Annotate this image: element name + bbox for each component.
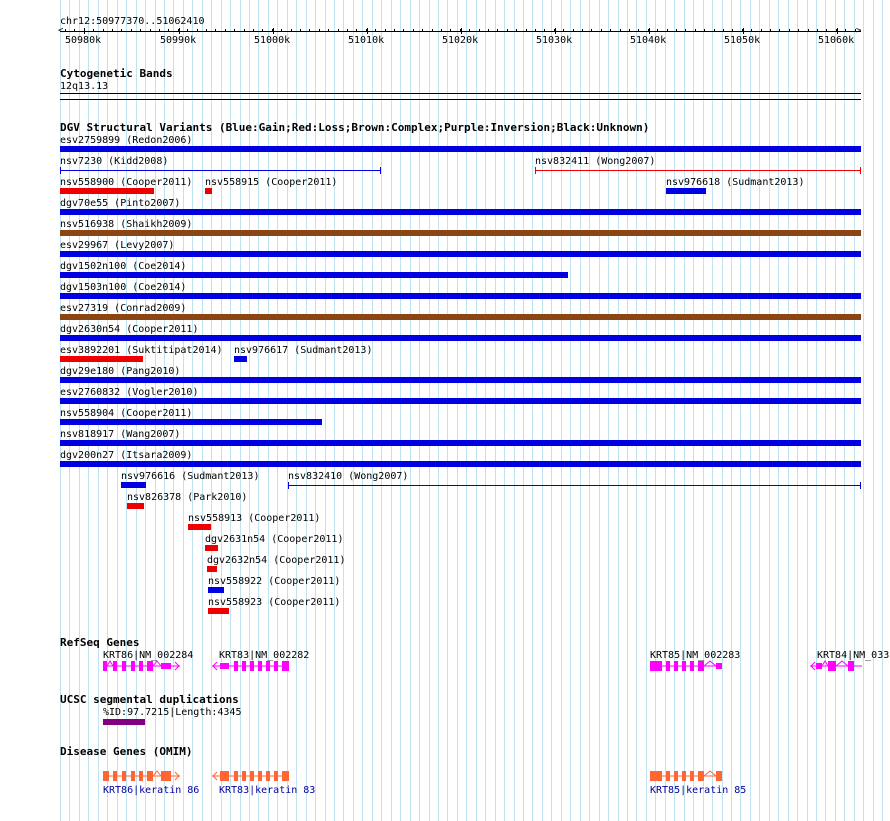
- grid-line: [873, 0, 874, 821]
- refseq-track-title: RefSeq Genes: [60, 636, 140, 649]
- ruler-minor-tick: [685, 29, 686, 32]
- ruler-minor-tick: [667, 29, 668, 32]
- ruler-minor-tick: [563, 29, 564, 32]
- dgv-feature-label[interactable]: nsv558923 (Cooper2011): [208, 597, 341, 608]
- dgv-feature-label[interactable]: dgv200n27 (Itsara2009): [60, 450, 193, 461]
- grid-line: [788, 0, 789, 821]
- dgv-feature-bar[interactable]: [60, 251, 861, 257]
- dgv-feature-bar[interactable]: [188, 524, 211, 530]
- grid-line: [684, 0, 685, 821]
- ruler-minor-tick: [272, 29, 273, 32]
- ruler-tick: [367, 28, 368, 34]
- grid-line: [703, 0, 704, 821]
- ruler-minor-tick: [197, 29, 198, 32]
- ruler-minor-tick: [845, 29, 846, 32]
- ruler-minor-tick: [394, 29, 395, 32]
- dgv-feature-label[interactable]: nsv516938 (Shaikh2009): [60, 219, 193, 230]
- ruler-minor-tick: [422, 29, 423, 32]
- ruler-minor-tick: [150, 29, 151, 32]
- position-label: chr12:50977370..51062410: [60, 16, 205, 27]
- cytoband-bar-bottom: [60, 99, 861, 100]
- ruler-tick: [837, 28, 838, 34]
- ruler-minor-tick: [385, 29, 386, 32]
- ruler-minor-tick: [535, 29, 536, 32]
- ruler-minor-tick: [93, 29, 94, 32]
- ruler-minor-tick: [74, 29, 75, 32]
- ruler-tick: [649, 28, 650, 34]
- dgv-feature-bar[interactable]: [60, 209, 861, 215]
- segdup-label[interactable]: %ID:97.7215|Length:4345: [103, 707, 242, 718]
- ruler-minor-tick: [648, 29, 649, 32]
- ruler-minor-tick: [742, 29, 743, 32]
- segdups-track-title: UCSC segmental duplications: [60, 693, 239, 706]
- ruler-minor-tick: [253, 29, 254, 32]
- ruler-minor-tick: [695, 29, 696, 32]
- dgv-feature-bar[interactable]: [60, 440, 861, 446]
- ruler-minor-tick: [338, 29, 339, 32]
- ruler-minor-tick: [441, 29, 442, 32]
- ruler-tick-label: 51050k: [724, 35, 761, 46]
- ruler-minor-tick: [629, 29, 630, 32]
- grid-line: [844, 0, 845, 821]
- dgv-feature-bar[interactable]: [535, 170, 861, 171]
- ruler-minor-tick: [488, 29, 489, 32]
- refseq-gene-model[interactable]: [650, 660, 722, 672]
- grid-line: [674, 0, 675, 821]
- ruler-minor-tick: [507, 29, 508, 32]
- dgv-feature-bar[interactable]: [205, 545, 218, 551]
- ruler-minor-tick: [319, 29, 320, 32]
- ruler-minor-tick: [356, 29, 357, 32]
- ruler-minor-tick: [206, 29, 207, 32]
- ruler-minor-tick: [309, 29, 310, 32]
- omim-gene-label[interactable]: KRT86|keratin 86: [103, 785, 200, 796]
- dgv-feature-label[interactable]: dgv2632n54 (Cooper2011): [207, 555, 346, 566]
- omim-gene-model[interactable]: [650, 770, 722, 782]
- cytoband-label: 12q13.13: [60, 81, 109, 92]
- ruler-minor-tick: [262, 29, 263, 32]
- ruler-tick: [273, 28, 274, 34]
- dgv-feature-bar[interactable]: [60, 314, 861, 320]
- dgv-feature-label[interactable]: nsv832411 (Wong2007): [535, 156, 656, 167]
- ruler-minor-tick: [168, 29, 169, 32]
- grid-line: [665, 0, 666, 821]
- ruler-minor-tick: [638, 29, 639, 32]
- ruler-minor-tick: [281, 29, 282, 32]
- dgv-feature-endcap: [860, 167, 861, 174]
- dgv-feature-endcap: [535, 167, 536, 174]
- ruler-tick: [743, 28, 744, 34]
- ruler-minor-tick: [328, 29, 329, 32]
- dgv-feature-bar[interactable]: [207, 566, 217, 572]
- dgv-feature-bar[interactable]: [208, 587, 224, 593]
- ruler-minor-tick: [65, 29, 66, 32]
- ruler-minor-tick: [432, 29, 433, 32]
- dgv-feature-label[interactable]: dgv2630n54 (Cooper2011): [60, 324, 199, 335]
- dgv-feature-endcap: [60, 167, 61, 174]
- grid-line: [882, 0, 883, 821]
- ruler-minor-tick: [808, 29, 809, 32]
- cytoband-track-title: Cytogenetic Bands: [60, 67, 173, 80]
- grid-line: [740, 0, 741, 821]
- dgv-feature-label[interactable]: dgv2631n54 (Cooper2011): [205, 534, 344, 545]
- dgv-feature-bar[interactable]: [60, 335, 861, 341]
- grid-line: [712, 0, 713, 821]
- dgv-feature-bar[interactable]: [60, 272, 568, 278]
- grid-line: [854, 0, 855, 821]
- ruler-minor-tick: [225, 29, 226, 32]
- ruler-tick: [555, 28, 556, 34]
- ruler-minor-tick: [704, 29, 705, 32]
- ruler-minor-tick: [723, 29, 724, 32]
- omim-gene-model[interactable]: [103, 770, 180, 782]
- ruler-minor-tick: [657, 29, 658, 32]
- dgv-feature-label[interactable]: nsv976618 (Sudmant2013): [666, 177, 805, 188]
- ruler-minor-tick: [300, 29, 301, 32]
- ruler-minor-tick: [121, 29, 122, 32]
- dgv-feature-label[interactable]: dgv29e180 (Pang2010): [60, 366, 181, 377]
- dgv-feature-label[interactable]: esv3892201 (Suktitipat2014): [60, 345, 223, 356]
- grid-line: [731, 0, 732, 821]
- grid-line: [778, 0, 779, 821]
- ruler-minor-tick: [836, 29, 837, 32]
- ruler-minor-tick: [751, 29, 752, 32]
- grid-line: [655, 0, 656, 821]
- ruler-tick: [461, 28, 462, 34]
- dgv-feature-endcap: [860, 482, 861, 489]
- grid-line: [693, 0, 694, 821]
- omim-gene-label[interactable]: KRT83|keratin 83: [219, 785, 316, 796]
- omim-track-title: Disease Genes (OMIM): [60, 745, 193, 758]
- refseq-gene-label[interactable]: KRT85|NM_002283: [650, 650, 741, 661]
- dgv-feature-endcap: [288, 482, 289, 489]
- dgv-feature-bar[interactable]: [60, 461, 861, 467]
- ruler-tick-label: 50980k: [65, 35, 102, 46]
- dgv-feature-bar[interactable]: [60, 146, 861, 152]
- ruler-minor-tick: [112, 29, 113, 32]
- ruler-minor-tick: [460, 29, 461, 32]
- grid-line: [750, 0, 751, 821]
- ruler-minor-tick: [761, 29, 762, 32]
- ruler-minor-tick: [855, 29, 856, 32]
- grid-line: [797, 0, 798, 821]
- ruler-minor-tick: [573, 29, 574, 32]
- dgv-feature-bar[interactable]: [60, 398, 861, 404]
- dgv-feature-bar[interactable]: [60, 419, 322, 425]
- ruler-minor-tick: [817, 29, 818, 32]
- ruler-minor-tick: [375, 29, 376, 32]
- ruler-minor-tick: [450, 29, 451, 32]
- refseq-gene-label[interactable]: KRT84|NM_033: [817, 650, 890, 661]
- ruler-minor-tick: [610, 29, 611, 32]
- dgv-feature-label[interactable]: nsv558904 (Cooper2011): [60, 408, 193, 419]
- ruler-minor-tick: [676, 29, 677, 32]
- dgv-track-title: DGV Structural Variants (Blue:Gain;Red:Loss;Brown:Complex;Purple:Inversion;Black:Unknown): [60, 121, 650, 134]
- ruler-tick: [179, 28, 180, 34]
- ruler-tick-label: 51000k: [254, 35, 291, 46]
- grid-line: [722, 0, 723, 821]
- ruler-minor-tick: [178, 29, 179, 32]
- dgv-feature-bar[interactable]: [127, 503, 144, 509]
- ruler-minor-tick: [779, 29, 780, 32]
- ruler-minor-tick: [103, 29, 104, 32]
- ruler-tick-label: 51030k: [536, 35, 573, 46]
- ruler-minor-tick: [413, 29, 414, 32]
- ruler-minor-tick: [554, 29, 555, 32]
- ruler-minor-tick: [187, 29, 188, 32]
- dgv-feature-label[interactable]: nsv832410 (Wong2007): [288, 471, 409, 482]
- omim-gene-label[interactable]: KRT85|keratin 85: [650, 785, 747, 796]
- dgv-feature-label[interactable]: nsv7230 (Kidd2008): [60, 156, 169, 167]
- ruler-tick-label: 51020k: [442, 35, 479, 46]
- ruler-minor-tick: [131, 29, 132, 32]
- ruler-minor-tick: [469, 29, 470, 32]
- dgv-feature-bar[interactable]: [208, 608, 229, 614]
- ruler-minor-tick: [479, 29, 480, 32]
- dgv-feature-label[interactable]: nsv826378 (Park2010): [127, 492, 248, 503]
- dgv-feature-label[interactable]: esv27319 (Conrad2009): [60, 303, 187, 314]
- ruler-left-arrow: <: [58, 26, 64, 36]
- dgv-feature-bar[interactable]: [60, 377, 861, 383]
- ruler-tick-label: 51010k: [348, 35, 385, 46]
- segdup-bar[interactable]: [103, 719, 145, 725]
- ruler-minor-tick: [789, 29, 790, 32]
- ruler-minor-tick: [714, 29, 715, 32]
- cytoband-bar-top: [60, 93, 861, 94]
- grid-line: [825, 0, 826, 821]
- ruler-minor-tick: [582, 29, 583, 32]
- ruler-minor-tick: [798, 29, 799, 32]
- dgv-feature-label[interactable]: esv2759899 (Redon2006): [60, 135, 193, 146]
- ruler-minor-tick: [620, 29, 621, 32]
- dgv-feature-bar[interactable]: [205, 188, 212, 194]
- dgv-feature-label[interactable]: dgv1503n100 (Coe2014): [60, 282, 187, 293]
- refseq-gene-model[interactable]: [810, 660, 862, 672]
- grid-line: [816, 0, 817, 821]
- dgv-feature-bar[interactable]: [60, 230, 861, 236]
- ruler-minor-tick: [366, 29, 367, 32]
- dgv-feature-label[interactable]: nsv558922 (Cooper2011): [208, 576, 341, 587]
- dgv-feature-bar[interactable]: [60, 188, 154, 194]
- dgv-feature-label[interactable]: dgv70e55 (Pinto2007): [60, 198, 181, 209]
- ruler-tick-label: 50990k: [160, 35, 197, 46]
- dgv-feature-label[interactable]: nsv818917 (Wang2007): [60, 429, 181, 440]
- ruler-minor-tick: [732, 29, 733, 32]
- grid-line: [807, 0, 808, 821]
- ruler-minor-tick: [526, 29, 527, 32]
- ruler-right-arrow: >: [856, 26, 862, 36]
- grid-line: [835, 0, 836, 821]
- ruler-minor-tick: [159, 29, 160, 32]
- ruler-minor-tick: [601, 29, 602, 32]
- refseq-gene-label[interactable]: KRT83|NM_002282: [219, 650, 310, 661]
- ruler-minor-tick: [234, 29, 235, 32]
- grid-line: [863, 0, 864, 821]
- dgv-feature-label[interactable]: nsv558915 (Cooper2011): [205, 177, 338, 188]
- ruler-minor-tick: [347, 29, 348, 32]
- dgv-feature-bar[interactable]: [121, 482, 146, 488]
- refseq-gene-model[interactable]: [212, 660, 289, 672]
- dgv-feature-label[interactable]: nsv558900 (Cooper2011): [60, 177, 193, 188]
- ruler-minor-tick: [826, 29, 827, 32]
- dgv-feature-bar[interactable]: [234, 356, 247, 362]
- dgv-feature-bar[interactable]: [60, 170, 381, 171]
- dgv-feature-label[interactable]: nsv976616 (Sudmant2013): [121, 471, 260, 482]
- ruler-minor-tick: [244, 29, 245, 32]
- ruler-minor-tick: [497, 29, 498, 32]
- dgv-feature-bar[interactable]: [60, 356, 143, 362]
- dgv-feature-label[interactable]: nsv976617 (Sudmant2013): [234, 345, 373, 356]
- grid-line: [769, 0, 770, 821]
- ruler-tick-label: 51040k: [630, 35, 667, 46]
- ruler-minor-tick: [403, 29, 404, 32]
- dgv-feature-label[interactable]: esv2760832 (Vogler2010): [60, 387, 199, 398]
- ruler-minor-tick: [291, 29, 292, 32]
- dgv-feature-label[interactable]: nsv558913 (Cooper2011): [188, 513, 321, 524]
- ruler-minor-tick: [516, 29, 517, 32]
- grid-line: [759, 0, 760, 821]
- dgv-feature-bar[interactable]: [288, 485, 861, 486]
- dgv-feature-label[interactable]: dgv1502n100 (Coe2014): [60, 261, 187, 272]
- omim-gene-model[interactable]: [212, 770, 289, 782]
- refseq-gene-label[interactable]: KRT86|NM_002284: [103, 650, 194, 661]
- dgv-feature-endcap: [380, 167, 381, 174]
- dgv-feature-label[interactable]: esv29967 (Levy2007): [60, 240, 175, 251]
- refseq-gene-model[interactable]: [103, 660, 180, 672]
- dgv-feature-bar[interactable]: [666, 188, 706, 194]
- ruler-tick-label: 51060k: [818, 35, 855, 46]
- dgv-feature-bar[interactable]: [60, 293, 861, 299]
- ruler-minor-tick: [591, 29, 592, 32]
- ruler-minor-tick: [544, 29, 545, 32]
- ruler-minor-tick: [215, 29, 216, 32]
- ruler-minor-tick: [84, 29, 85, 32]
- ruler-minor-tick: [140, 29, 141, 32]
- ruler-minor-tick: [770, 29, 771, 32]
